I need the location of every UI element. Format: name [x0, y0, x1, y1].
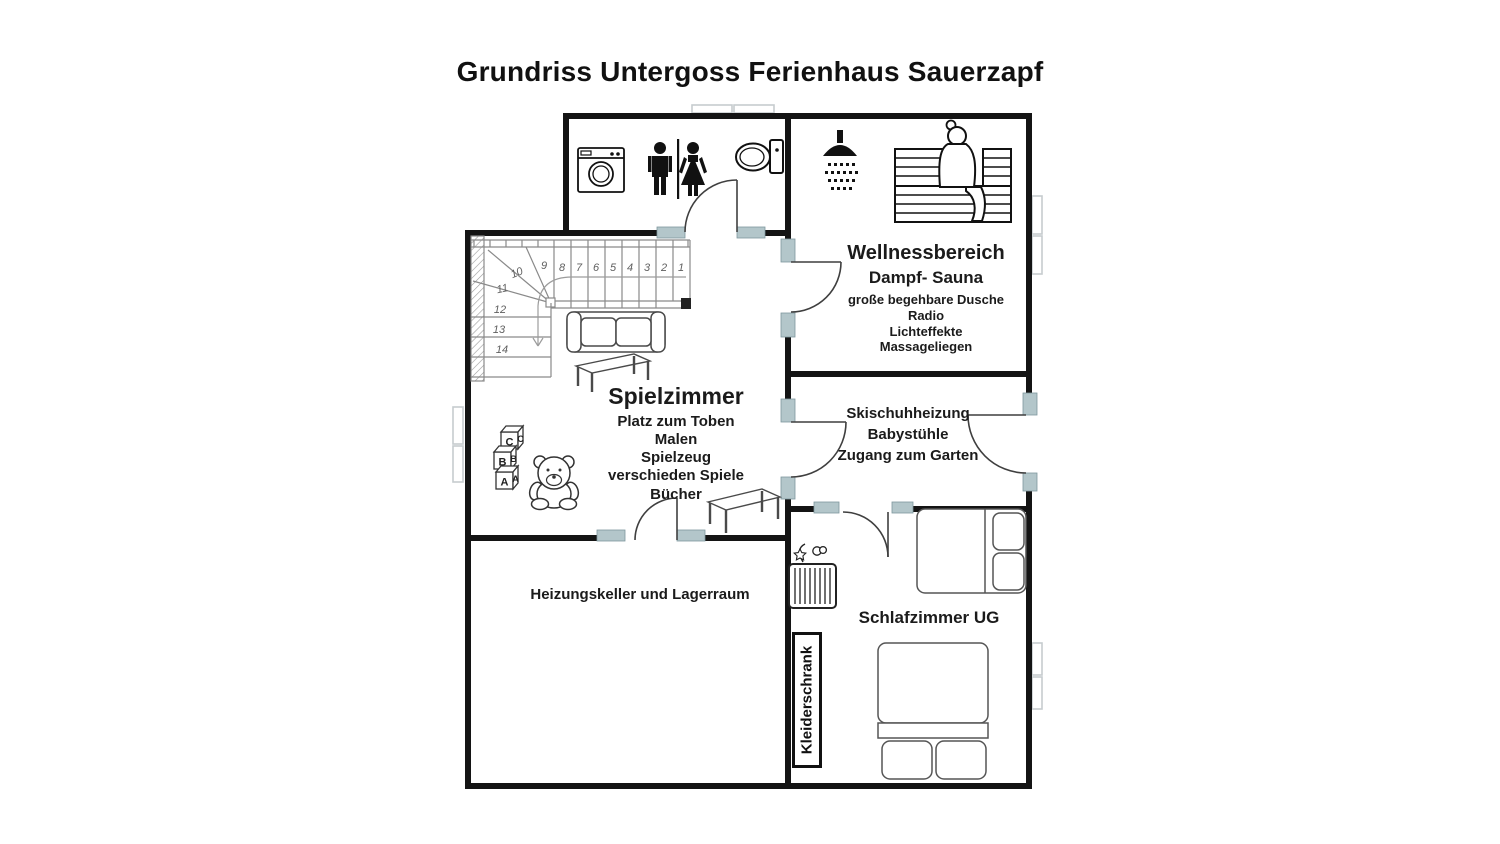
wellness-feature: Massageliegen: [879, 339, 973, 355]
stair-step-number: 13: [492, 324, 506, 336]
ski-room-feature: Zugang zum Garten: [837, 447, 979, 464]
teddy-bear-icon: [528, 456, 581, 510]
stair-step-number: 2: [660, 262, 668, 274]
stair-step-number: 9: [540, 260, 548, 272]
staircase: [471, 236, 691, 381]
wc-men-women-icon: [648, 139, 707, 199]
window-wellness-right: [1032, 236, 1042, 274]
playroom-feature: Spielzeug: [640, 449, 711, 467]
page-title: Grundriss Untergoss Ferienhaus Sauerzapf: [456, 56, 1044, 87]
toy-blocks-icon: [494, 426, 524, 489]
window-wellness-right: [1032, 196, 1042, 234]
ski-room-feature: Skischuhheizung: [846, 405, 970, 422]
window-playroom-left: [453, 446, 463, 482]
cellar-label: Heizungskeller und Lagerraum: [530, 586, 750, 603]
stair-step-number: 14: [495, 344, 509, 356]
playroom-feature: Bücher: [650, 485, 702, 503]
wellness-feature: Radio: [907, 307, 945, 323]
playroom-label: [576, 383, 776, 504]
wardrobe-box: [792, 632, 822, 768]
stair-step-number: 1: [677, 262, 685, 274]
toy-block-letter: B: [510, 454, 517, 465]
double-bed-icon: [878, 643, 988, 779]
toy-block-letter: A: [512, 474, 519, 485]
stair-step-number: 8: [558, 262, 566, 274]
playroom-feature: Platz zum Toben: [617, 412, 735, 430]
shower-icon: [823, 130, 858, 190]
stair-step-number: 10: [508, 265, 525, 282]
bedroom-door: [843, 512, 888, 557]
sauna-icon: [895, 121, 1011, 223]
wellness-label: [822, 241, 1030, 355]
toilet-icon: [736, 140, 783, 173]
stair-step-number: 3: [643, 262, 651, 274]
wardrobe-label: Kleiderschrank: [798, 645, 816, 755]
ski-room-feature: Babystühle: [867, 426, 949, 443]
wellness-subtitle: Dampf- Sauna: [868, 268, 984, 287]
room-name-playroom: Spielzimmer: [608, 383, 744, 409]
stair-step-number: 5: [609, 262, 617, 274]
stair-step-number: 11: [495, 282, 510, 297]
playroom-feature: verschieden Spiele: [608, 467, 744, 485]
playroom-cellar-door: [635, 498, 677, 540]
playroom-feature: Malen: [654, 430, 698, 448]
ski-room-label: [808, 403, 1008, 466]
double-bed-icon: [917, 509, 1026, 593]
wellness-feature: Lichteffekte: [889, 323, 963, 339]
washing-machine-icon: [578, 148, 624, 192]
window-bedroom-right: [1032, 643, 1042, 675]
stair-step-number: 6: [592, 262, 600, 274]
stair-step-number: 12: [493, 304, 507, 316]
bathroom-door: [685, 180, 737, 232]
couch-icon: [567, 312, 665, 352]
bedroom-label: Schlafzimmer UG: [858, 608, 1000, 627]
toy-block-letter: A: [500, 476, 509, 489]
stair-step-number: 4: [626, 262, 634, 274]
window-top-bathroom: [692, 105, 732, 113]
window-bedroom-right: [1032, 677, 1042, 709]
wellness-feature: große begehbare Dusche: [847, 292, 1005, 308]
toy-block-letter: C: [517, 434, 524, 445]
crib-icon: [789, 544, 836, 608]
window-top-bathroom: [734, 105, 774, 113]
toy-block-letter: B: [498, 456, 507, 469]
stair-step-number: 7: [575, 262, 583, 274]
toy-block-letter: C: [505, 436, 514, 449]
room-name-wellness: Wellnessbereich: [847, 242, 1005, 264]
window-playroom-left: [453, 407, 463, 444]
